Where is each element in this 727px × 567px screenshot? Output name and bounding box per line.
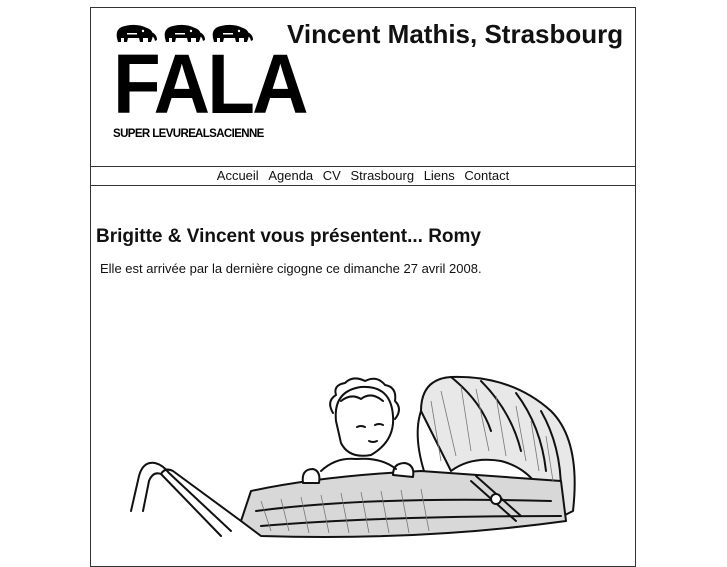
logo-tagline-left: SUPER LEVURE	[113, 128, 196, 140]
logo-tagline-right: ALSACIENNE	[195, 128, 264, 140]
site-header	[91, 8, 635, 166]
baby-stroller-illustration	[121, 371, 591, 561]
nav-link-contact[interactable]: Contact	[464, 168, 510, 183]
nav-link-liens[interactable]: Liens	[423, 168, 455, 183]
fala-logo[interactable]	[113, 20, 306, 142]
nav-link-strasbourg[interactable]: Strasbourg	[350, 168, 415, 183]
post-title: Brigitte & Vincent vous présentent... Romy	[96, 226, 482, 247]
post-text: Elle est arrivée par la dernière cigogne ce dimanche 27 avril 2008.	[100, 261, 482, 276]
nav-link-accueil[interactable]: Accueil	[216, 168, 259, 183]
logo-tagline	[113, 128, 264, 142]
nav-link-cv[interactable]: CV	[322, 168, 341, 183]
page-frame	[90, 7, 636, 567]
main-nav	[91, 166, 635, 186]
nav-link-agenda[interactable]: Agenda	[268, 168, 314, 183]
site-title: Vincent Mathis, Strasbourg	[287, 19, 624, 49]
logo-wordmark: FALA	[113, 37, 306, 131]
